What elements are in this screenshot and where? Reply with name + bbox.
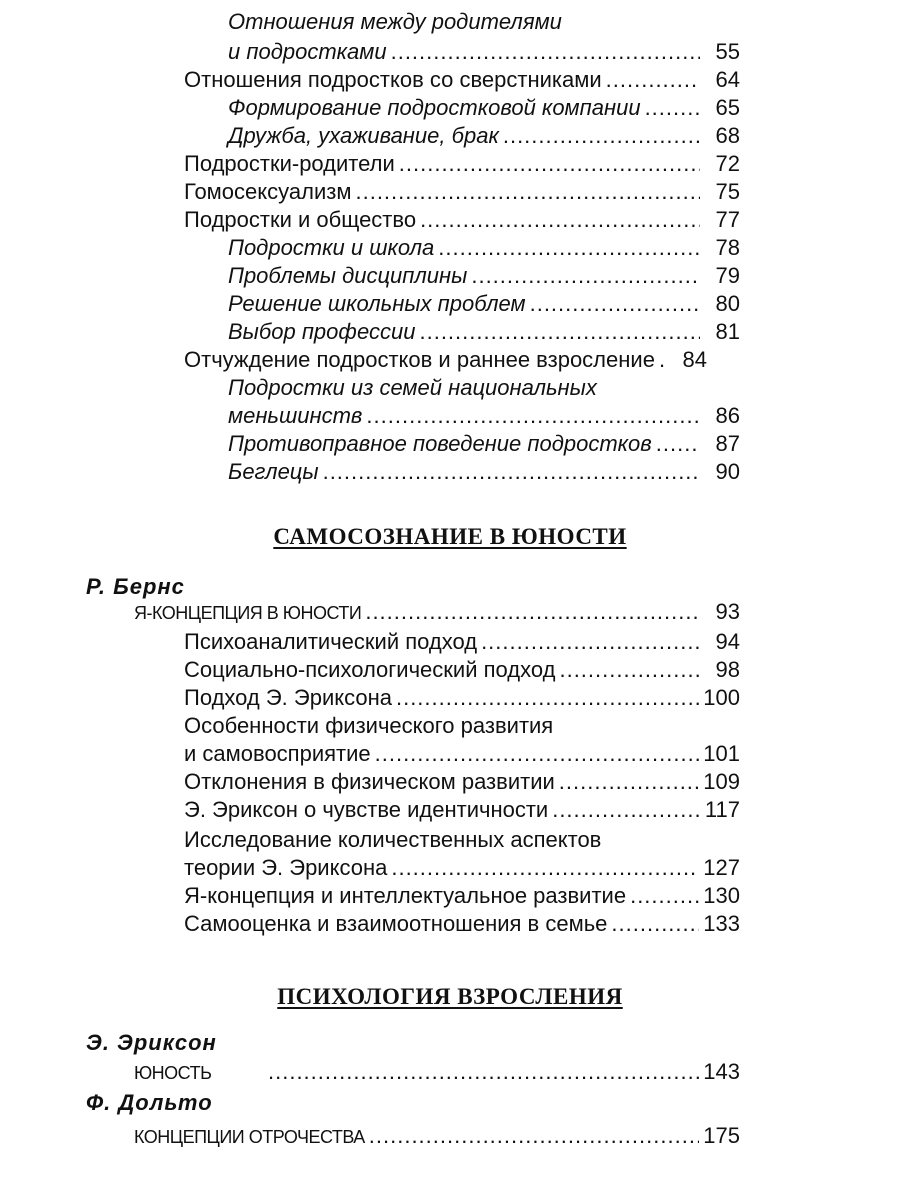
toc-entry-title: Выбор профессии [228, 319, 416, 344]
toc-entry [184, 178, 740, 206]
toc-entry [184, 882, 740, 910]
toc-page-number: 77 [715, 207, 740, 232]
toc-entry-title: Формирование подростковой компании [228, 95, 641, 120]
toc-page-number: 175 [703, 1123, 740, 1148]
section-heading [0, 984, 900, 1010]
toc-page-number: 87 [715, 431, 740, 456]
toc-leader-dots [471, 262, 700, 290]
toc-leader-dots [559, 768, 700, 796]
toc-page-number: 84 [682, 347, 707, 372]
toc-entry-title: Подростки-родители [184, 151, 395, 176]
toc-chapter-title: Я-КОНЦЕПЦИЯ В ЮНОСТИ [134, 603, 362, 623]
toc-page-number: 65 [715, 95, 740, 120]
toc-page-number: 64 [715, 67, 740, 92]
toc-entry [184, 910, 740, 938]
toc-entry [228, 430, 740, 458]
toc-page-number: 94 [715, 629, 740, 654]
toc-leader-dots [396, 684, 699, 712]
toc-leader-dots [268, 1058, 699, 1086]
toc-leader-dots [503, 122, 700, 150]
toc-entry [184, 206, 740, 234]
toc-entry [184, 796, 740, 824]
toc-leader-dots [366, 402, 700, 430]
toc-leader-dots [355, 178, 700, 206]
toc-page-number: 101 [703, 741, 740, 766]
toc-leader-dots [419, 318, 700, 346]
toc-page-number: 72 [715, 151, 740, 176]
toc-leader-dots [606, 66, 700, 94]
toc-page-number: 98 [715, 657, 740, 682]
toc-page-number: 75 [715, 179, 740, 204]
toc-entry-title: и подростками [228, 39, 387, 64]
author-name: Э. Эриксон [86, 1030, 217, 1055]
toc-entry-text: Особенности физического развития [184, 713, 554, 738]
toc-page-number: 68 [715, 123, 740, 148]
toc-page-number: 80 [715, 291, 740, 316]
toc-entry-title: Подход Э. Эриксона [184, 685, 392, 710]
toc-leader-dots [375, 740, 700, 768]
author-name: Р. Бернс [86, 574, 185, 599]
toc-entry-title: Отношения подростков со сверстниками [184, 67, 602, 92]
section-heading [0, 524, 900, 550]
toc-entry-title: Беглецы [228, 459, 319, 484]
toc-page-number: 81 [715, 319, 740, 344]
toc-entry [228, 94, 740, 122]
toc-page-number: 143 [703, 1059, 740, 1084]
toc-entry-title: меньшинств [228, 403, 363, 428]
toc-entry-title: Проблемы дисциплины [228, 263, 468, 288]
toc-leader-dots [369, 1122, 700, 1150]
toc-page-number: 130 [703, 883, 740, 908]
toc-entry-text: Исследование количественных аспектов [184, 827, 602, 852]
toc-entry-title: Э. Эриксон о чувстве идентичности [184, 797, 549, 822]
toc-leader-dots [420, 206, 700, 234]
toc-leader-dots [399, 150, 700, 178]
toc-chapter-title: ЮНОСТЬ [134, 1063, 212, 1083]
toc-page-number: 109 [703, 769, 740, 794]
toc-page-number: 93 [715, 599, 740, 624]
toc-leader-dots [630, 882, 699, 910]
toc-page-number: 100 [703, 685, 740, 710]
toc-entry-title: Психоаналитический подход [184, 629, 478, 654]
toc-entry-title: Дружба, ухаживание, брак [228, 123, 499, 148]
toc-entry-title: Отклонения в физическом развитии [184, 769, 555, 794]
toc-entry [184, 150, 740, 178]
toc-entry-text: Отношения между родителями [228, 9, 562, 34]
toc-entry [184, 66, 740, 94]
toc-leader-dots [530, 290, 700, 318]
toc-page-number: 127 [703, 855, 740, 880]
toc-entry [184, 684, 740, 712]
toc-page-number: 90 [715, 459, 740, 484]
section-heading-text: ПСИХОЛОГИЯ ВЗРОСЛЕНИЯ [277, 984, 623, 1009]
toc-entry [228, 38, 740, 66]
toc-leader-dots [365, 598, 700, 626]
toc-entry [228, 234, 740, 262]
toc-chapter-title: КОНЦЕПЦИИ ОТРОЧЕСТВА [134, 1127, 365, 1147]
toc-leader-dots [481, 628, 700, 656]
section-heading-text: САМОСОЗНАНИЕ В ЮНОСТИ [273, 524, 627, 549]
toc-entry [184, 656, 740, 684]
toc-entry [228, 122, 740, 150]
toc-entry-text: Подростки из семей национальных [228, 375, 597, 400]
toc-leader-dots [323, 458, 700, 486]
toc-page-number: 78 [715, 235, 740, 260]
toc-page-number: 55 [715, 39, 740, 64]
toc-entry [228, 458, 740, 486]
toc-entry [184, 854, 740, 882]
toc-page-number: 133 [703, 911, 740, 936]
toc-page-number: 86 [715, 403, 740, 428]
toc-leader-dots [552, 796, 700, 824]
toc-leader-dots [645, 94, 700, 122]
toc-leader-dots [611, 910, 699, 938]
author-name: Ф. Дольто [86, 1090, 213, 1115]
toc-leader-dots [656, 430, 700, 458]
toc-entry-title: Подростки и общество [184, 207, 417, 232]
toc-leader-dots [559, 656, 700, 684]
toc-page-number: 117 [704, 797, 740, 822]
toc-entry [184, 740, 740, 768]
toc-entry-title: Противоправное поведение подростков [228, 431, 652, 456]
toc-entry [184, 768, 740, 796]
toc-entry [184, 346, 740, 374]
toc-entry [228, 262, 740, 290]
toc-entry [228, 290, 740, 318]
toc-entry-title: Самооценка и взаимоотношения в семье [184, 911, 608, 936]
toc-entry-title: и самовосприятие [184, 741, 371, 766]
toc-entry-title: теории Э. Эриксона [184, 855, 388, 880]
toc-leader-dots [391, 38, 700, 66]
toc-entry-title: Я-концепция и интеллектуальное развитие [184, 883, 627, 908]
toc-chapter-entry [134, 1058, 740, 1087]
toc-entry-title: Социально-психологический подход [184, 657, 556, 682]
toc-chapter-entry [134, 598, 740, 627]
toc-leader-dots [659, 346, 667, 374]
toc-entry [228, 402, 740, 430]
toc-entry-title: Гомосексуализм [184, 179, 352, 204]
toc-page-number: 79 [715, 263, 740, 288]
toc-chapter-entry [134, 1122, 740, 1151]
toc-entry-title: Подростки и школа [228, 235, 435, 260]
toc-entry [184, 628, 740, 656]
toc-entry-title: Решение школьных проблем [228, 291, 526, 316]
toc-entry [228, 318, 740, 346]
toc-entry-title: Отчуждение подростков и раннее взросление [184, 347, 655, 372]
toc-leader-dots [438, 234, 700, 262]
toc-leader-dots [391, 854, 699, 882]
